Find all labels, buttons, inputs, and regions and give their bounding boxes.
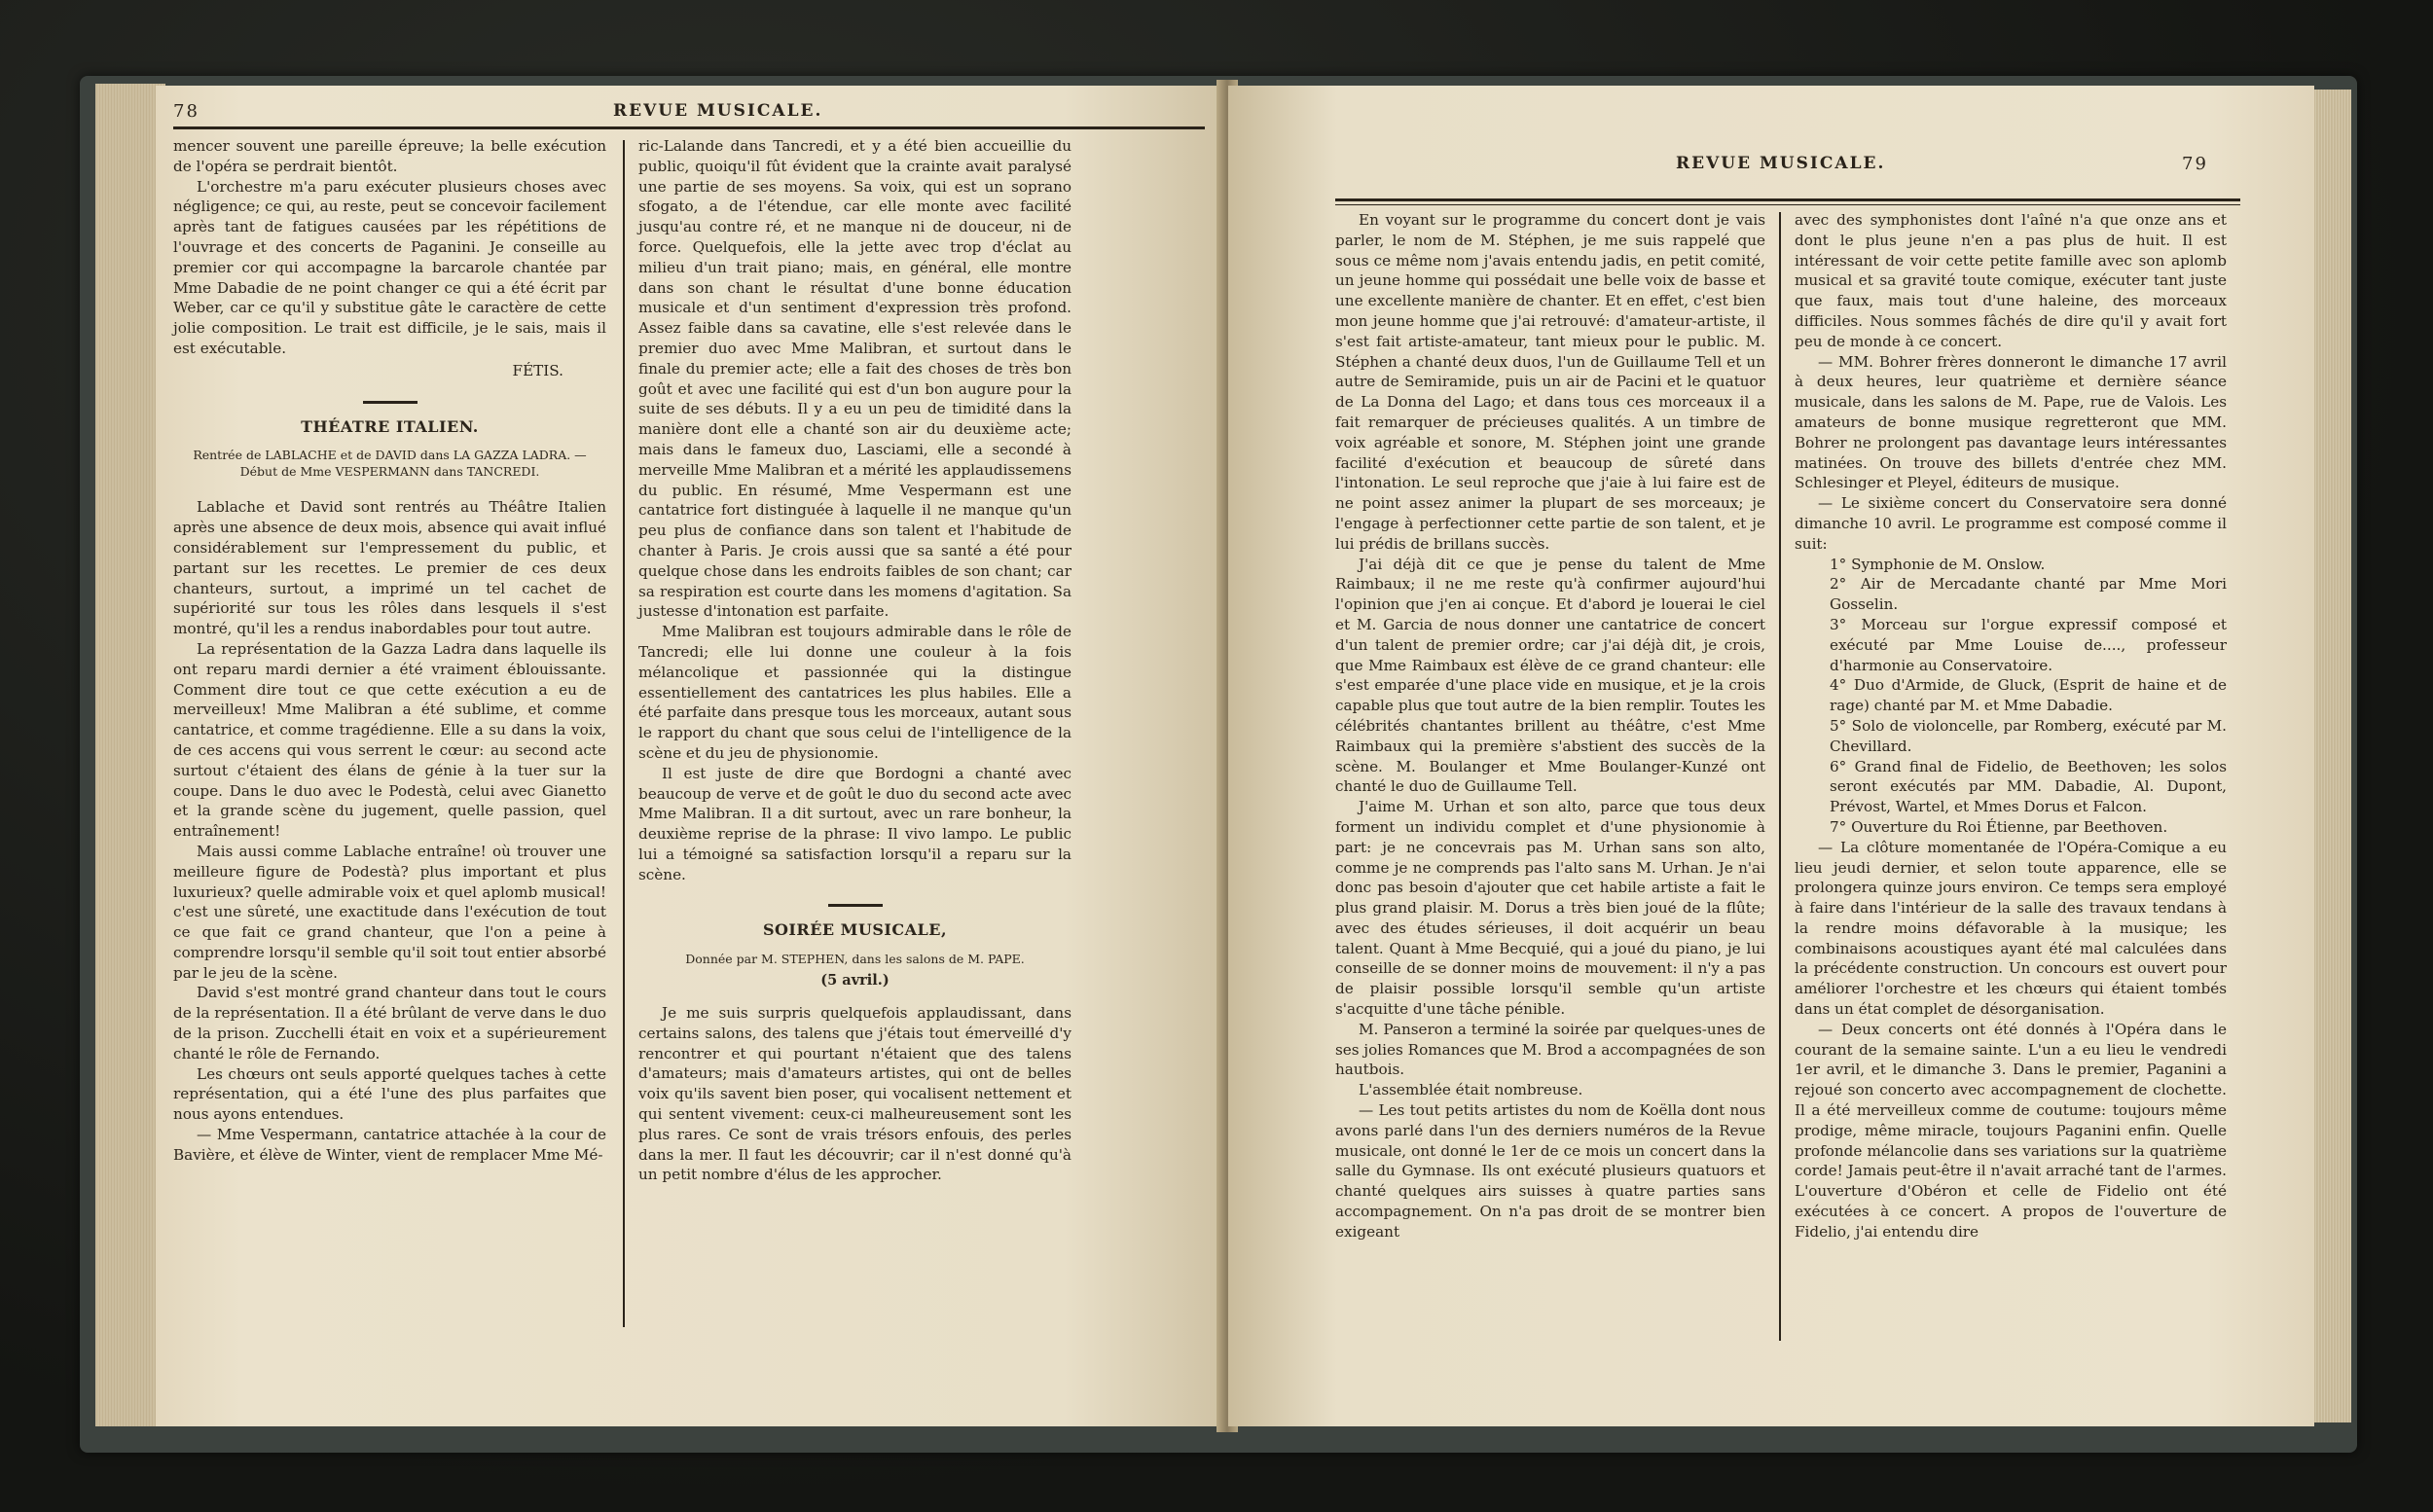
paragraph: — MM. Bohrer frères donneront le dimanche 17 avril à deux heures, leur quatrième et dernière séance musicale, dans les salons de M. Pape, rue de Valois. Les amateurs de bonne musique regretteront que MM. Bohrer ne prolongent pas davantage leurs intéressantes matinées. On trouve des billets d'entrée chez MM. Schlesinger et Pleyel, éditeurs de musique. [1795,352,2227,492]
paragraph: David s'est montré grand chanteur dans tout le cours de la représentation. Il a été brûlant de verve dans le duo de la prison. Zucchelli était en voix et a supérieurement chanté le rôle de Fernando. [173,984,606,1062]
program-item: 4° Duo d'Armide, de Gluck, (Esprit de haine et de rage) chanté par M. et Mme Dabadie. [1830,676,2227,715]
right-head-rule-thin [1335,204,2240,205]
signature: FÉTIS. [512,361,563,379]
paragraph: — La clôture momentanée de l'Opéra-Comique a eu lieu jeudi dernier, et selon toute apparence, elle se prolongera quinze jours environ. Ce temps sera employé à faire dans l'intérieur de la salle des travaux tendans à la rendre moins défavorable à la musique; les combinaisons acoustiques ayant été mal calculées dans la précédente construction. Un concours est ouvert pour améliorer l'orchestre et les chœurs qui étaient tombés dans un état complet de désorganisation. [1795,838,2227,1019]
paragraph: Mme Malibran est toujours admirable dans le rôle de Tancredi; elle lui donne une couleur à la fois mélancolique et passionnée qui la distingue essentiellement des cantatrices les plus habiles. Elle a été parfaite dans presque tous les morceaux, autant sous le rapport du chant que sous celui de l'intelligence de la scène et du jeu de physionomie. [638,623,1071,762]
left-running-head: REVUE MUSICALE. [613,101,823,121]
paragraph: M. Panseron a terminé la soirée par quelques-unes de ses jolies Romances que M. Brod a accompagnées de son hautbois. [1335,1020,1765,1079]
program-item: 7° Ouverture du Roi Étienne, par Beethoven. [1830,817,2168,836]
section-subtitle: Donnée par M. STEPHEN, dans les salons de M. PAPE. [685,952,1025,967]
program-item: 1° Symphonie de M. Onslow. [1830,555,2046,573]
paragraph: avec des symphonistes dont l'aîné n'a que onze ans et dont le plus jeune n'en a pas plus de huit. Il est intéressant de voir cette petite famille avec son aplomb musical et sa gravité toute comique, exécuter tant juste que faux, mais tout d'une haleine, des morceaux difficiles. Nous sommes fâchés de dire qu'il y avait fort peu de monde à ce concert. [1795,211,2227,350]
paragraph: En voyant sur le programme du concert dont je vais parler, le nom de M. Stéphen, je me suis rappelé que sous ce même nom j'avais entendu jadis, en petit comité, un jeune homme qui possédait une belle voix de basse et une excellente manière de chanter. Et en effet, c'est bien mon jeune homme que j'ai retrouvé: d'amateur-artiste, il s'est fait artiste-amateur, tant mieux pour le public. M. Stéphen a chanté deux duos, l'un de Guillaume Tell et un autre de Semiramide, puis un air de Pacini et le quatuor de La Donna del Lago; et dans tous ces morceaux il a fait remarquer de précieuses qualités. A un timbre de voix agréable et sonore, M. Stéphen joint une grande facilité d'exécution et beaucoup de sûreté dans l'intonation. Le seul reproche que j'aie à lui faire est de ne point assez animer la plupart de ses morceaux; je l'engage à perfectionner cette partie de son talent, et je lui prédis de brillans succès. [1335,211,1765,553]
paragraph: — Deux concerts ont été donnés à l'Opéra dans le courant de la semaine sainte. L'un a eu lieu le vendredi 1er avril, et le dimanche 3. Dans le premier, Paganini a rejoué son concerto avec accompagnement de clochette. Il a été merveilleux comme de coutume: toujours même prodige, même miracle, toujours Paganini enfin. Quelle profonde mélancolie dans ses variations sur la quatrième corde! Jamais peut-être il n'avait arraché tant de l'armes. L'ouverture d'Obéron et celle de Fidelio ont été exécutées à ce concert. A propos de l'ouverture de Fidelio, j'ai entendu dire [1795,1020,2227,1241]
paragraph: ric-Lalande dans Tancredi, et y a été bien accueillie du public, quoiqu'il fût évident que la crainte avait paralysé une partie de ses moyens. Sa voix, qui est un soprano sfogato, a de l'étendue, car elle monte avec facilité jusqu'au contre ré, et ne manque ni de douceur, ni de force. Quelquefois, elle la jette avec trop d'éclat au milieu d'un trait piano; mais, en général, elle montre dans son chant le résultat d'une bonne éducation musicale et d'un sentiment d'expression très profond. Assez faible dans sa cavatine, elle s'est relevée dans le premier duo avec Mme Malibran, et surtout dans le finale du premier acte; elle a fait des choses de très bon goût et avec une facilité qui est d'un bon augure pour la suite de ses débuts. Il y a eu un peu de timidité dans la manière dont elle a chanté son air du deuxième acte; mais dans le fameux duo, Lasciami, elle a secondé à merveille Mme Malibran et a mérité les applaudissemens du public. En résumé, Mme Vespermann est une cantatrice fort distinguée à laquelle il ne manque qu'un peu plus de confiance dans son talent et l'habitude de chanter à Paris. Je crois aussi que sa santé a été pour quelque chose dans les endroits faibles de son chant; car sa respiration est courte dans les momens d'agitation. Sa justesse d'intonation est parfaite. [638,137,1071,621]
left-head-rule [173,126,1205,129]
section-title: SOIRÉE MUSICALE, [762,920,948,940]
left-page [156,86,1224,1426]
paragraph: L'assemblée était nombreuse. [1359,1081,1583,1099]
section-subtitle: Rentrée de LABLACHE et de DAVID dans LA GAZZA LADRA. — Début de Mme VESPERMANN dans TANCREDI. [193,448,587,480]
program-item: 3° Morceau sur l'orgue expressif composé et exécuté par Mme Louise de...., professeur d'harmonie au Conservatoire. [1830,615,2227,674]
paragraph: J'aime M. Urhan et son alto, parce que tous deux forment un individu complet et d'une physionomie à part: je ne concevrais pas M. Urhan sans son alto, comme je ne comprends pas l'alto sans M. Urhan. Je n'ai donc pas besoin d'ajouter que cet habile artiste a fait le plus grand plaisir. M. Dorus a très bien joué de la flûte; avec des études sérieuses, il doit acquérir un beau talent. Quant à Mme Becquié, qui a joué du piano, je lui conseille de se donner moins de mouvement: il n'y a pas de plaisir possible lorsqu'il semble qu'un artiste s'acquitte d'une tâche pénible. [1335,798,1765,1019]
paragraph: — Les tout petits artistes du nom de Koëlla dont nous avons parlé dans l'un des derniers numéros de la Revue musicale, ont donné le 1er de ce mois un concert dans la salle du Gymnase. Ils ont exécuté plusieurs quatuors et chanté quelques airs suisses à quatre parties sans accompagnement. On n'a pas droit de se montrer bien exigeant [1335,1101,1765,1241]
right-page [1228,86,2314,1426]
paragraph: La représentation de la Gazza Ladra dans laquelle ils ont reparu mardi dernier a été vraiment éblouissante. Comment dire tout ce que cette exécution a eu de merveilleux! Mme Malibran a été sublime, et comme cantatrice, et comme tragédienne. Elle a su dans la voix, de ces accens qui vous serrent le cœur: au second acte surtout c'étaient des élans de génie à la tuer sur la coupe. Dans le duo avec le Podestà, celui avec Gianetto et la grande scène du jugement, quelle passion, quel entraînement! [173,639,606,841]
right-head-rule [1335,198,2240,201]
right-page-number: 79 [2182,154,2208,174]
section-separator [828,904,883,907]
paragraph: — Mme Vespermann, cantatrice attachée à la cour de Bavière, et élève de Winter, vient de remplacer Mme Mé- [173,1126,606,1164]
left-page-number: 78 [173,101,200,122]
section-separator [363,401,418,404]
paragraph: Je me suis surpris quelquefois applaudissant, dans certains salons, des talens que j'étais tout émerveillé d'y rencontrer et qui pourtant n'étaient que des talens d'amateurs; mais d'amateurs artistes, qui ont de belles voix qu'ils savent bien poser, qui vocalisent nettement et qui sentent vivement: ceux-ci malheureusement sont les plus rares. Ce sont de vrais trésors enfouis, des perles dans la mer. Il faut les découvrir; car il n'est donné qu'à un petit nombre d'élus de les approcher. [638,1004,1071,1184]
paragraph: mencer souvent une pareille épreuve; la belle exécution de l'opéra se perdrait bientôt. [173,137,606,175]
right-column-divider [1779,212,1781,1341]
program-item: 2° Air de Mercadante chanté par Mme Mori Gosselin. [1830,575,2227,614]
program-item: 6° Grand final de Fidelio, de Beethoven; les solos seront exécutés par MM. Dabadie, Al. Dupont, Prévost, Wartel, et Mmes Dorus et Falcon. [1830,757,2227,816]
paragraph: Mais aussi comme Lablache entraîne! où trouver une meilleure figure de Podestà? plus important et plus luxurieux? quelle admirable voix et quel aplomb musical! c'est une sûreté, une exactitude dans l'exécution de tout ce que fait ce grand chanteur, que l'on a peine à comprendre lorsqu'il semble qu'il soit tout entier absorbé par le jeu de la scène. [173,842,606,982]
paragraph: L'orchestre m'a paru exécuter plusieurs choses avec négligence; ce qui, au reste, peut se concevoir facilement après tant de fatigues causées par les répétitions de l'ouvrage et des concerts de Paganini. Je conseille au premier cor qui accompagne la barcarole chantée par Mme Dabadie de ne point changer ce qui a été écrit par Weber, car ce qu'il y substitue gâte le caractère de cette jolie composition. Le trait est difficile, je le sais, mais il est exécutable. [173,177,606,357]
right-running-head: REVUE MUSICALE. [1676,154,1886,173]
right-column-1 [1335,210,1765,1242]
paragraph: J'ai déjà dit ce que je pense du talent de Mme Raimbaux; il ne me reste qu'à confirmer aujourd'hui l'opinion que j'en ai conçue. Et d'abord je louerai le ciel et M. Garcia de nous donner une cantatrice de concert d'un talent de premier ordre; car j'ai déjà dit, je crois, que Mme Raimbaux est élève de ce grand chanteur: elle s'est emparée d'une place vide en musique, et je la crois capable plus que tout autre de la bien remplir. Toutes les célébrités chantantes brillent au théâtre, c'est Mme Raimbaux qui la première s'abstient des succès de la scène. M. Boulanger et Mme Boulanger-Kunzé ont chanté le duo de Guillaume Tell. [1335,555,1765,796]
left-column-2 [638,136,1071,1185]
program-item: 5° Solo de violoncelle, par Romberg, exécuté par M. Chevillard. [1830,716,2227,755]
paragraph: Il est juste de dire que Bordogni a chanté avec beaucoup de verve et de goût le duo du second acte avec Mme Malibran. Il a dit surtout, avec un rare bonheur, la deuxième reprise de la phrase: Il vivo lampo. Le public lui a témoigné sa satisfaction lorsqu'il a reparu sur la scène. [638,764,1071,883]
left-column-1 [173,136,606,1166]
section-title: THÉATRE ITALIEN. [301,416,479,436]
left-column-divider [623,140,625,1327]
paragraph: — Le sixième concert du Conservatoire sera donné dimanche 10 avril. Le programme est composé comme il suit: [1795,494,2227,553]
section-date: (5 avril.) [820,972,890,990]
right-column-2 [1795,210,2227,1242]
paragraph: Les chœurs ont seuls apporté quelques taches à cette représentation, qui a été l'une des plus parfaites que nous ayons entendues. [173,1064,606,1124]
paragraph: Lablache et David sont rentrés au Théâtre Italien après une absence de deux mois, absence qui avait influé considérablement sur l'empressement du public, et partant sur les recettes. Le premier de ces deux chanteurs, surtout, a imprimé un tel cachet de supériorité sur tous les rôles dans lesquels il s'est montré, qu'il les a rendus inabordables pour tout autre. [173,498,606,638]
